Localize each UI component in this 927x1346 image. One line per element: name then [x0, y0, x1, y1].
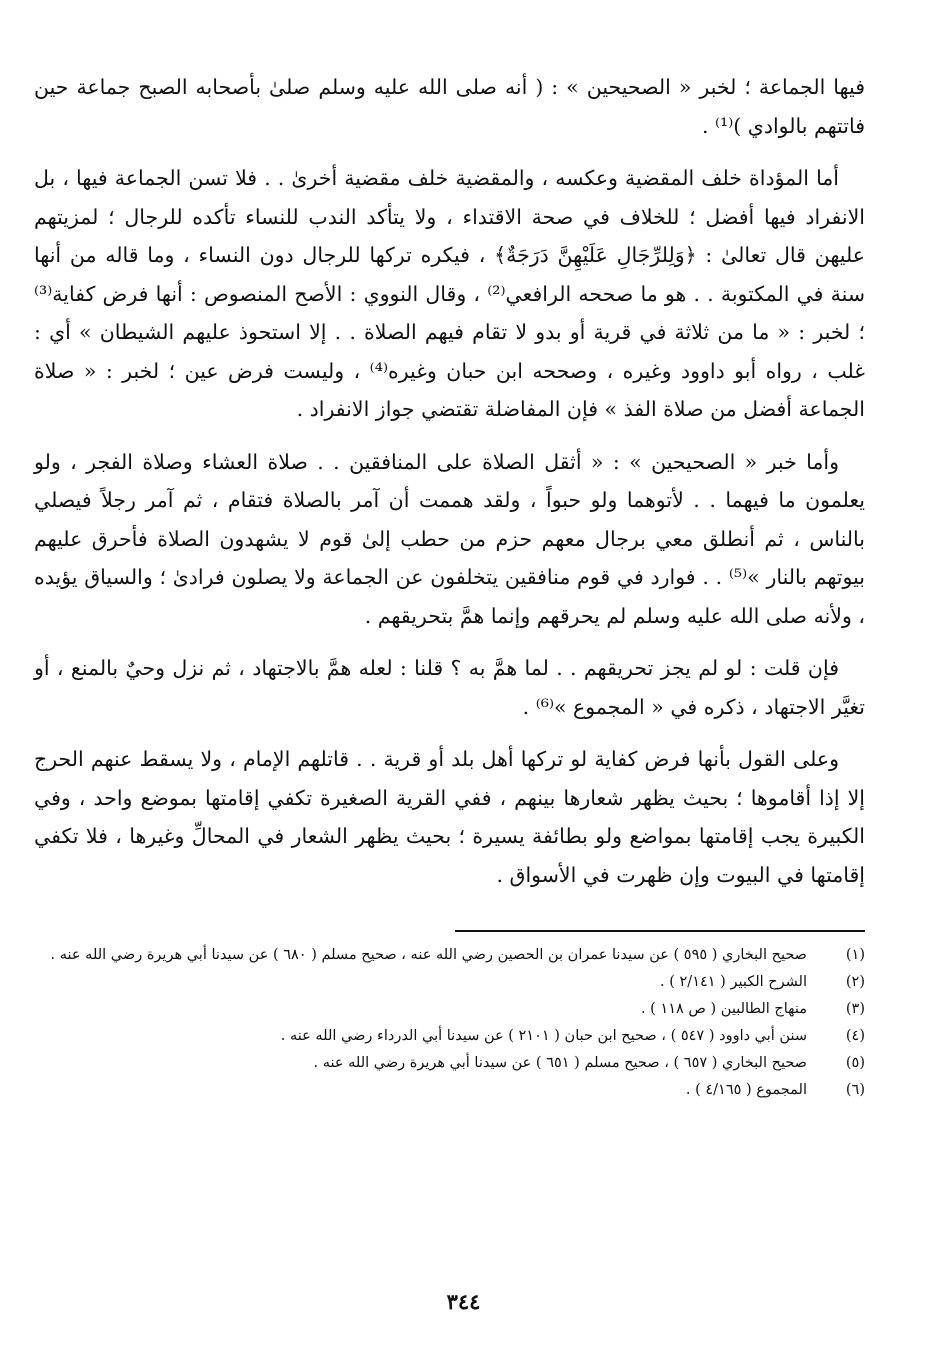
footnote-number: (٦)	[845, 1082, 865, 1098]
page-number: ٣٤٤	[446, 1289, 481, 1314]
footnote-text: صحيح البخاري ( ٦٥٧ ) ، صحيح مسلم ( ٦٥١ ) عن سيدنا أبي هريرة رضي الله عنه .	[313, 1055, 807, 1071]
footnote-number: (٢)	[845, 974, 865, 990]
footnote-number: (٤)	[845, 1028, 865, 1044]
footnote	[34, 969, 865, 996]
footnote-separator	[455, 930, 865, 932]
paragraph-1: فيها الجماعة ؛ لخبر « الصحيحين » : ( أنه صلى الله عليه وسلم صلىٰ بأصحابه الصبح جماعة حين فاتتهم بالوادي )⁽¹⁾ .	[34, 75, 865, 138]
footnote	[34, 1023, 865, 1050]
footnote-text: سنن أبي داوود ( ٥٤٧ ) ، صحيح ابن حبان ( ٢١٠١ ) عن سيدنا أبي الدرداء رضي الله عنه .	[280, 1028, 807, 1044]
footnote-text: الشرح الكبير ( ٢/١٤١ ) .	[660, 974, 807, 990]
footnote	[34, 1050, 865, 1077]
footnote	[34, 1077, 865, 1104]
paragraph-2: أما المؤداة خلف المقضية وعكسه ، والمقضية خلف مقضية أخرىٰ . . فلا تسن الجماعة فيها ، بل الانفراد فيها أفضل ؛ للخلاف في صحة الاقتداء ، ولا يتأكد الندب للنساء تأكده للرجال ؛ لمزيتهم عليهن قال تعالىٰ : ﴿وَلِلرِّجَالِ عَلَيْهِنَّ دَرَجَةٌ﴾ ، فيكره تركها للرجال دون النساء ، وما قاله من أنها سنة في المكتوبة . . هو ما صححه الرافعي⁽²⁾ ، وقال النووي : الأصح المنصوص : أنها فرض كفاية⁽³⁾ ؛ لخبر : « ما من ثلاثة في قرية أو بدو لا تقام فيهم الصلاة . . إلا استحوذ عليهم الشيطان » أي : غلب ، رواه أبو داوود وغيره ، وصححه ابن حبان وغيره⁽⁴⁾ ، وليست فرض عين ؛ لخبر : « صلاة الجماعة أفضل من صلاة الفذ » فإن المفاضلة تقتضي جواز الانفراد .	[34, 166, 866, 421]
main-text	[34, 68, 865, 894]
footnotes	[34, 942, 865, 1104]
paragraph-5: وعلى القول بأنها فرض كفاية لو تركها أهل بلد أو قرية . . قاتلهم الإمام ، ولا يسقط عنهم الحرج إلا إذا أقاموها ؛ بحيث يظهر شعارها بينهم ، ففي القرية الصغيرة تكفي إقامتها بموضع واحد ، وفي الكبيرة يجب إقامتها بمواضع ولو بطائفة يسيرة ؛ بحيث يظهر الشعار في المحالِّ وغيرها ، فلا تكفي إقامتها في البيوت وإن ظهرت في الأسواق .	[34, 747, 865, 887]
footnote-text: صحيح البخاري ( ٥٩٥ ) عن سيدنا عمران بن الحصين رضي الله عنه ، صحيح مسلم ( ٦٨٠ ) عن سيدنا أبي هريرة رضي الله عنه .	[50, 947, 807, 963]
footnote-text: المجموع ( ٤/١٦٥ ) .	[685, 1082, 807, 1098]
footnote-number: (٣)	[845, 1001, 865, 1017]
footnote	[34, 942, 865, 969]
paragraph-4: فإن قلت : لو لم يجز تحريقهم . . لما همَّ به ؟ قلنا : لعله همَّ بالاجتهاد ، ثم نزل وحيٌ بالمنع ، أو تغيَّر الاجتهاد ، ذكره في « المجموع »⁽⁶⁾ .	[34, 656, 865, 719]
footnote-text: منهاج الطالبين ( ص ١١٨ ) .	[640, 1001, 807, 1017]
paragraph-3: وأما خبر « الصحيحين » : « أثقل الصلاة على المنافقين . . صلاة العشاء وصلاة الفجر ، ولو يعلمون ما فيهما . . لأتوهما ولو حبواً ، ولقد هممت أن آمر بالصلاة فتقام ، ثم آمر رجلاً فيصلي بالناس ، ثم أنطلق معي برجال معهم حزم من حطب إلىٰ قوم لا يشهدون الصلاة فأحرق عليهم بيوتهم بالنار »⁽⁵⁾ . . فوارد في قوم منافقين يتخلفون عن الجماعة ولا يصلون فرادىٰ ؛ والسياق يؤيده ، ولأنه صلى الله عليه وسلم لم يحرقهم وإنما همَّ بتحريقهم .	[34, 449, 865, 628]
footnote-number: (٥)	[845, 1055, 865, 1071]
footnote-number: (١)	[845, 947, 865, 963]
footnote	[34, 996, 865, 1023]
